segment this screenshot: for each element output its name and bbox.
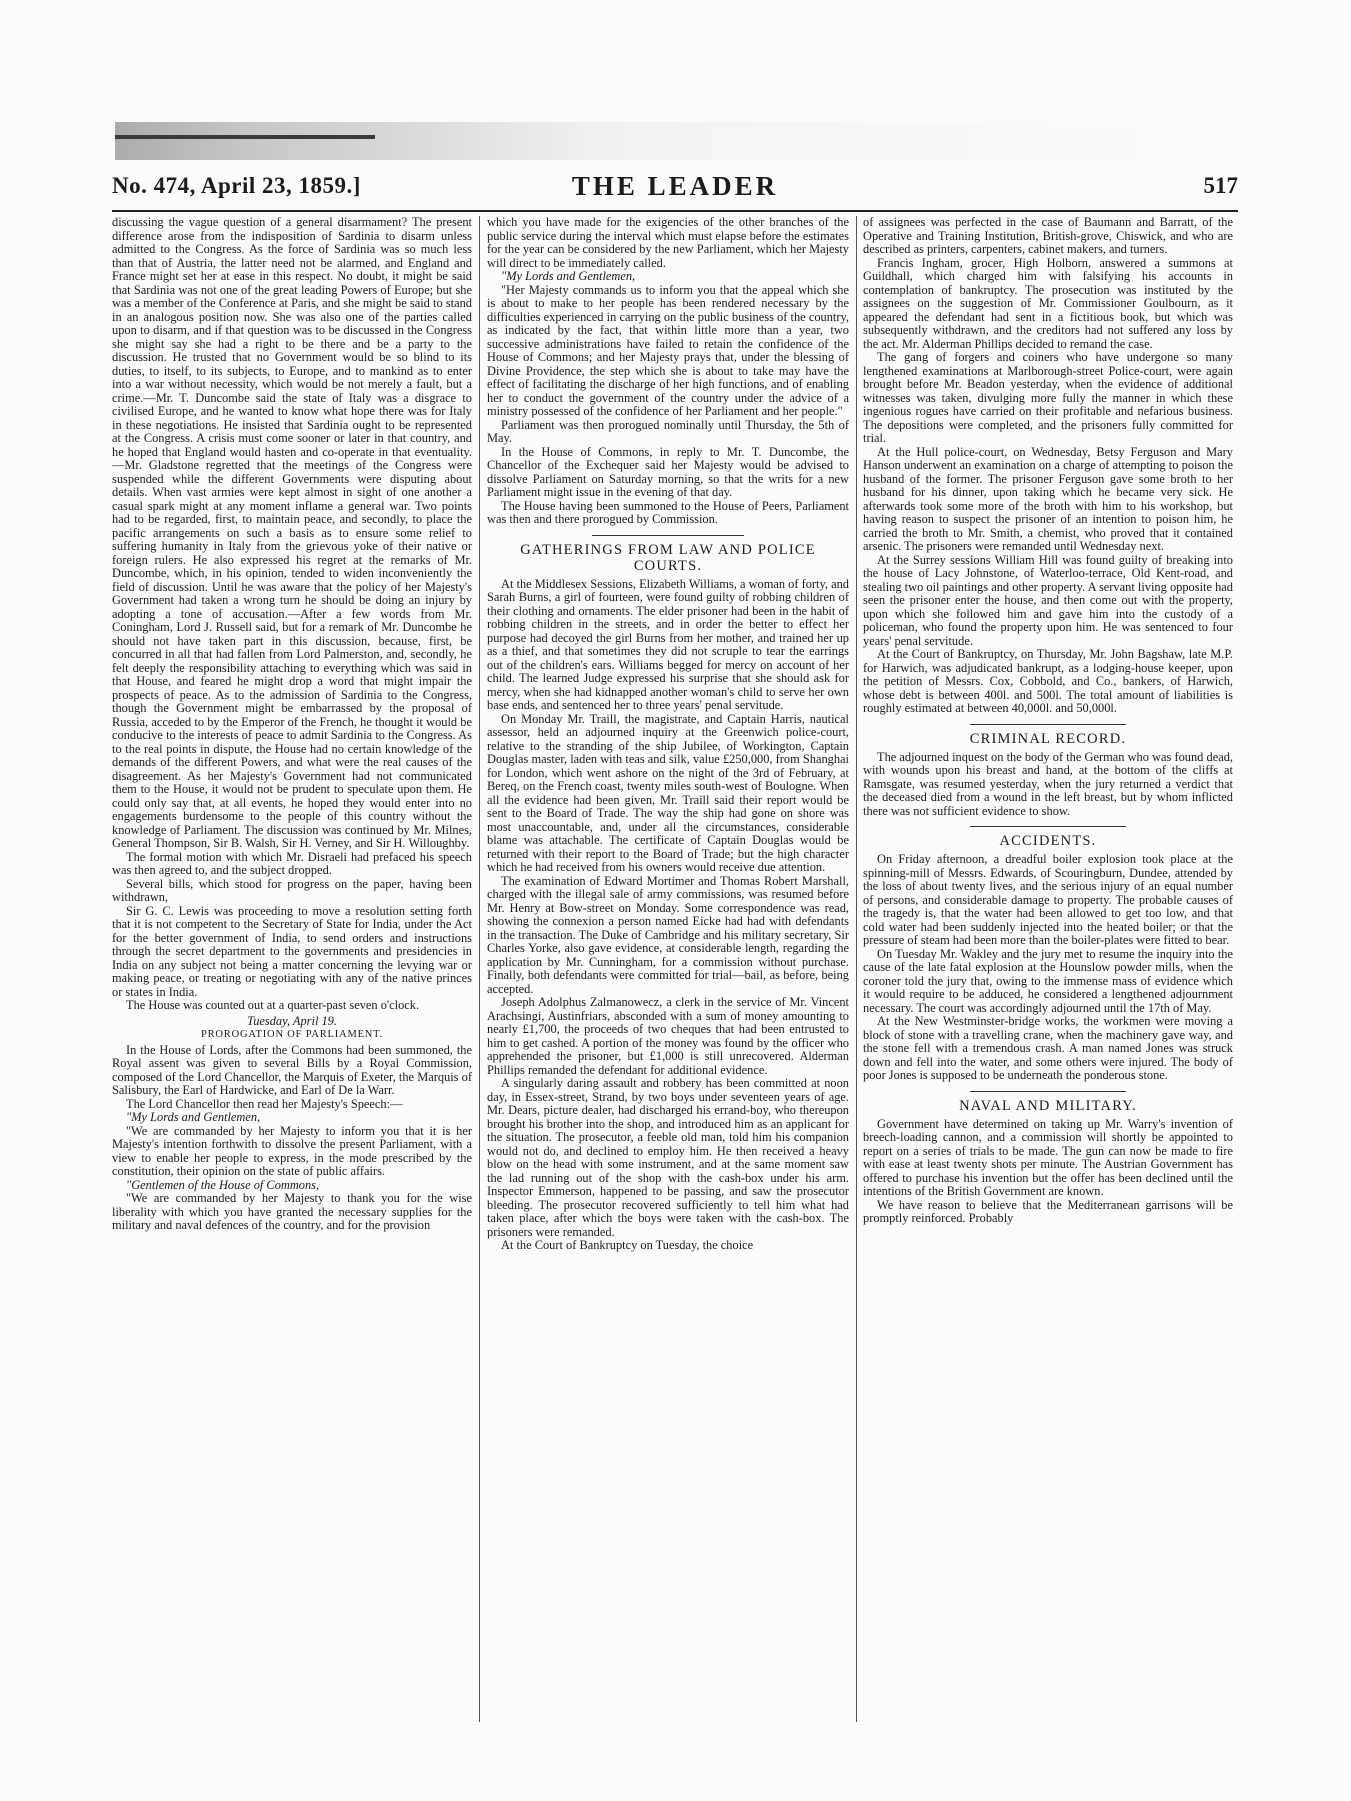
paragraph: which you have made for the exigencies of the other branches of the public service during the interval which must elapse before the estimates for the year can be considered by the new Parliament, which her Majesty will direct to be immediately called. [487,216,849,270]
newspaper-title: THE LEADER [571,171,779,201]
section-heading: ACCIDENTS. [999,833,1097,849]
paragraph: At the Court of Bankruptcy, on Thursday, Mr. John Bagshaw, late M.P. for Harwich, was adjudicated bankrupt, as a lodging-house keeper, upon the petition of Messrs. Cox, Cobbold, and Co., bankers, of Harwich, whose debt is between 400l. and 500l. The total amount of liabilities is roughly estimated at between 40,000l. and 50,000l. [863,647,1233,715]
section-rule [970,1091,1125,1092]
paragraph: discussing the vague question of a general disarmament? The present difference arose from the indisposition of Sardinia to disarm unless admitted to the Congress. As the force of Sardinia was so much less than that of Austria, the latter need not be alarmed, and England and France might set her at ease in this respect. No doubt, it might be said that Sardinia was not one of the great leading Powers of Europe; but she was a member of the Conference at Paris, and she might be said to stand in an analogous position now. She was also one of the parties called upon to disarm, and if that question was to be discussed in the Congress she might say she had a right to be there and be a party to the discussion. He trusted that no Government would be so blind to its duties, to itself, to its subjects, to Europe, and to mankind as to enter into a war without necessity, which would be not merely a fault, but a crime.—Mr. T. Duncombe said the state of Italy was a disgrace to civilised Europe, and he wanted to know what hope there was for Italy in these negotiations. He insisted that Sardinia ought to be represented at the Congress. A crisis must come sooner or later in that country, and he hoped that England would hasten and co-operate in that eventuality.—Mr. Gladstone regretted that the meetings of the Congress were suspended while the different Governments were disputing about details. When vast armies were kept almost in sight of one another a casual spark might at any moment inflame a general war. Two points had to be regarded, first, to maintain peace, and secondly, to place the pacific arrangements on such a basis as to ensure some relief to suffering humanity in Italy from the grievous yoke of their native or foreign rulers. He also expressed his regret at the remarks of Mr. Duncombe, which, in his opinion, tended to widen inconveniently the field of discussion. Until he was aware that the policy of her Majesty's Government had taken a wrong turn he should be doing an injury by adopting a tone of accusation.—After a few words from Mr. Coningham, Lord J. Russell said, but for a remark of Mr. Duncombe he should not have taken part in this discussion, because, first, be concurred in all that had fallen from Lord Palmerston, and, secondly, he felt deeply the responsibility attaching to everything which was said in that House, and feared he might drop a word that might impair the prospects of peace. As to the admission of Sardinia to the Congress, though the Government might be embarrassed by the proposal of Russia, acceded to by the Emperor of the French, he thought it would be conducive to the interests of peace to admit Sardinia to the Congress. As to the real points in dispute, the House had no certain knowledge of the demands of the different Powers, and what were the real causes of the disagreement. As her Majesty's Government had not communicated them to the House, it would not be prudent to speculate upon them. He could only say that, at all events, he hoped they would enter into no engagements burdensome to the people of this country without the knowledge of Parliament. The discussion was continued by Mr. Milnes, General Thompson, Sir B. Walsh, Sir H. Verney, and Sir H. Willoughby. [112,216,472,850]
section-subheading: PROROGATION OF PARLIAMENT. [200,1029,384,1040]
paragraph: A singularly daring assault and robbery has been committed at noon day, in Essex-street, Strand, by two boys under seventeen years of age. Mr. Dears, picture dealer, had discharged his errand-boy, who thereupon brought his brother into the shop, and introduced him as an applicant for the situation. The prosecutor, a feeble old man, told him his companion would not do, and declined to employ him. He then received a heavy blow on the head with some instrument, and at the same moment saw the lad running out of the shop with the cash-box under his arm. Inspector Emmerson, happened to be passing, and saw the prosecutor bleeding. The prosecutor recovered sufficiently to tell him what had taken place, after which the boys were taken with the cash-box. The prisoners were remanded. [487,1076,849,1239]
section-rule [970,724,1125,725]
paragraph: At the Court of Bankruptcy on Tuesday, the choice [501,1238,754,1252]
paragraph: At the Middlesex Sessions, Elizabeth Williams, a woman of forty, and Sarah Burns, a girl of fourteen, were found guilty of robbing children of their clothing and ornaments. The elder prisoner had been in the habit of robbing children in the streets, and in order the better to effect her purpose had decoyed the girl Burns from her mother, and trained her up as a thief, and that sometimes they did not scruple to tear the earrings out of the children's ears. Williams begged for mercy on account of her child. The learned Judge expressed his surprise that she should ask for mercy, when she had kidnapped another woman's child to serve her own base ends, and sentenced her to three years' penal servitude. [487,576,849,712]
paragraph: Government have determined on taking up Mr. Warry's invention of breech-loading cannon, and a commission will shortly be appointed to report on a series of trials to be made. The gun can now be made to fire with ease at least twenty shots per minute. The Austrian Government has offered to purchase his invention but the offer has been declined until the intentions of the British Government are known. [863,1116,1233,1198]
column-divider [479,216,480,1722]
section-rule [592,535,744,536]
column-divider [856,216,857,1722]
paragraph: The Lord Chancellor then read her Majesty's Speech:— [126,1096,403,1111]
column-1 [112,216,472,1726]
paragraph: At the New Westminster-bridge works, the workmen were moving a block of stone with a travelling crane, when the machinery gave way, and the stone fell with a tremendous crash. A man named Jones was struck down and fell into the water, and some others were injured. The body of poor Jones is supposed to be underneath the ponderous stone. [863,1014,1233,1082]
section-heading: GATHERINGS FROM LAW AND POLICE COURTS. [520,541,816,574]
paragraph: The examination of Edward Mortimer and Thomas Robert Marshall, charged with the illegal sale of army commissions, was resumed before Mr. Henry at Bow-street on Monday. Some correspondence was read, showing the connexion a person named Eicke had had with defendants in the transaction. The Duke of Cambridge and his military secretary, Sir Charles Yorke, also gave evidence, at considerable length, regarding the application by Mr. Cunningham, for a commission without purchase. Finally, both defendants were committed for trial—bail, as before, being accepted. [487,873,849,996]
masthead [112,173,1238,207]
paragraph: The adjourned inquest on the body of the German who was found dead, with wounds upon his breast and hand, at the bottom of the cliffs at Ramsgate, was resumed yesterday, when the jury returned a verdict that the deceased died from a wound in the left breast, but by whom inflicted there was not sufficient evidence to show. [863,749,1233,818]
paragraph: On Friday afternoon, a dreadful boiler explosion took place at the spinning-mill of Messrs. Edwards, of Scouringburn, Dundee, attended by the loss of about twenty lives, and the serious injury of an equal number of persons, and considerable damage to property. The probable causes of the tragedy is, that the water had been allowed to get too low, and that cold water had been suddenly injected into the heated boiler; or that the pressure of steam had been more than the boiler-plates were fitted to bear. [863,852,1233,947]
paragraph: The House having been summoned to the House of Peers, Parliament was then and there prorogued by Commission. [487,498,849,526]
masthead-rule [112,210,1238,212]
section-heading: CRIMINAL RECORD. [969,730,1127,747]
issue-date: No. 474, April 23, 1859.] [112,173,361,198]
paragraph: We have reason to believe that the Mediterranean garrisons will be promptly reinforced. Probably [863,1197,1233,1225]
paragraph: The gang of forgers and coiners who have undergone so many lengthened examinations at Marlborough-street Police-court, were again brought before Mr. Beadon yesterday, when the evidence of additional witnesses was taken, divulging more fully the manner in which these ingenious rogues have carried on their profitable and nefarious business. The depositions were completed, and the prisoners fully committed for trial. [863,350,1233,445]
paragraph: Several bills, which stood for progress on the paper, having been withdrawn, [112,876,472,904]
paragraph: At the Surrey sessions William Hill was found guilty of breaking into the house of Lacy Johnstone, of Waterloo-terrace, Old Kent-road, and stealing two oil paintings and other property. A servant living opposite had seen the prisoner enter the house, and then come out with the property, upon which she followed him and gave him into the custody of a policeman, who found the property upon him. He was sentenced to four years' penal servitude. [863,552,1233,648]
column-2 [487,216,849,1726]
paragraph: Francis Ingham, grocer, High Holborn, answered a summons at Guildhall, which charged him with falsifying his accounts in contemplation of bankruptcy. The prosecution was instituted by the assignees on the suggestion of Mr. Commissioner Goulbourn, as it appeared the defendant had sent in a fictitious book, but which was subsequently withdrawn, and the creditors had not suffered any loss by the act. Mr. Alderman Phillips decided to remand the case. [863,255,1233,351]
paragraph: In the House of Commons, in reply to Mr. T. Duncombe, the Chancellor of the Exchequer said her Majesty would be advised to dissolve Parliament on Saturday morning, so that the writs for a new Parliament might issue in the evening of that day. [487,444,849,499]
paragraph: "We are commanded by her Majesty to thank you for the wise liberality with which you have granted the necessary supplies for the military and naval defences of the country, and for the provision [112,1191,472,1232]
section-rule [970,826,1125,827]
speech-address: "My Lords and Gentlemen, [501,269,636,283]
paragraph: "Her Majesty commands us to inform you that the appeal which she is about to make to her people has been rendered necessary by the difficulties experienced in carrying on the public business of the country, as indicated by the fact, that within little more than a year, two successive administrations have failed to retain the confidence of the House of Commons; and her Majesty prays that, under the blessing of Divine Providence, the step which she is about to take may have the effect of facilitating the discharge of her high functions, and of enabling her to conduct the government of the country under the advice of a ministry possessed of the confidence of her Parliament and her people." [487,282,849,418]
paragraph: The formal motion with which Mr. Disraeli had prefaced his speech was then agreed to, and the subject dropped. [112,849,472,877]
section-heading: NAVAL AND MILITARY. [959,1097,1137,1114]
date-heading: Tuesday, April 19. [247,1013,337,1028]
paragraph: In the House of Lords, after the Commons had been summoned, the Royal assent was given to several Bills by a Royal Commission, composed of the Lord Chancellor, the Marquis of Exeter, the Marquis of Salisbury, the Earl of Hardwicke, and Earl of De la Warr. [112,1042,472,1097]
page-number: 517 [1203,173,1238,198]
paragraph: At the Hull police-court, on Wednesday, Betsy Ferguson and Mary Hanson underwent an examination on a charge of attempting to poison the husband of the former. The prisoner Ferguson gave some broth to her husband for his dinner, upon taking which he became very sick. He afterwards took some more of the broth with him to his workshop, but having reason to suspect the prisoner of an intention to poison him, he carried the broth to Mr. Smith, a chemist, who proved that it contained arsenic. The prisoners were remanded until Wednesday next. [863,444,1233,553]
scan-artifact-bar [115,135,375,139]
paragraph: Sir G. C. Lewis was proceeding to move a resolution setting forth that it is not competent to the Secretary of State for India, under the Act for the better government of India, to send orders and instructions through the secret department to the governments and presidencies in India on any subject not being a matter concerning the levying war or making peace, or treating or negotiating with any of the native princes or states in India. [112,903,472,999]
paragraph: "We are commanded by her Majesty to inform you that it is her Majesty's intention forthwith to dissolve the present Parliament, with a view to enable her people to express, in the mode prescribed by the constitution, their opinion on the state of public affairs. [112,1123,472,1178]
paragraph: On Tuesday Mr. Wakley and the jury met to resume the inquiry into the cause of the late fatal explosion at the Hounslow powder mills, when the coroner told the jury that, owing to the immense mass of evidence which it would require to be adduced, he considered a lengthened adjournment necessary. The court was accordingly adjourned until the 17th of May. [863,946,1233,1015]
paragraph: Joseph Adolphus Zalmanowecz, a clerk in the service of Mr. Vincent Arachsingi, Austinfriars, absconded with a sum of money amounting to nearly £1,700, the proceeds of two cheques that had been entrusted to him to get cashed. A portion of the money was found by the officer who apprehended the prisoner, but £1,000 is still unrecovered. Alderman Phillips remanded the defendant for additional evidence. [487,995,849,1077]
paragraph: Parliament was then prorogued nominally until Thursday, the 5th of May. [487,417,849,445]
speech-address: "My Lords and Gentlemen, [126,1110,261,1124]
paragraph: The House was counted out at a quarter-past seven o'clock. [126,998,420,1012]
scan-artifact-streak [115,122,1175,160]
paragraph: of assignees was perfected in the case of Baumann and Barratt, of the Operative and Training Institution, British-grove, Chiswick, and who are described as printers, carpenters, cabinet makers, and turners. [863,216,1233,256]
paragraph: On Monday Mr. Traill, the magistrate, and Captain Harris, nautical assessor, held an adjourned inquiry at the Greenwich police-court, relative to the stranding of the ship Jubilee, of Workington, Captain Douglas master, laden with teas and silk, value £250,000, from Shanghai for London, which went ashore on the night of the 3rd of February, at Bereq, on the French coast, twenty miles south-west of Boulogne. When all the evidence had been given, Mr. Traill said their report would be sent to the Board of Trade. The way the ship had gone on shore was most unaccountable, and, under all the circumstances, considerable blame was attachable. The certificate of Captain Douglas would be returned with their report to the Board of Trade; but the high character which he had received from his owners would receive due attention. [487,711,849,874]
speech-address: "Gentlemen of the House of Commons, [126,1177,320,1192]
column-3 [863,216,1233,1726]
